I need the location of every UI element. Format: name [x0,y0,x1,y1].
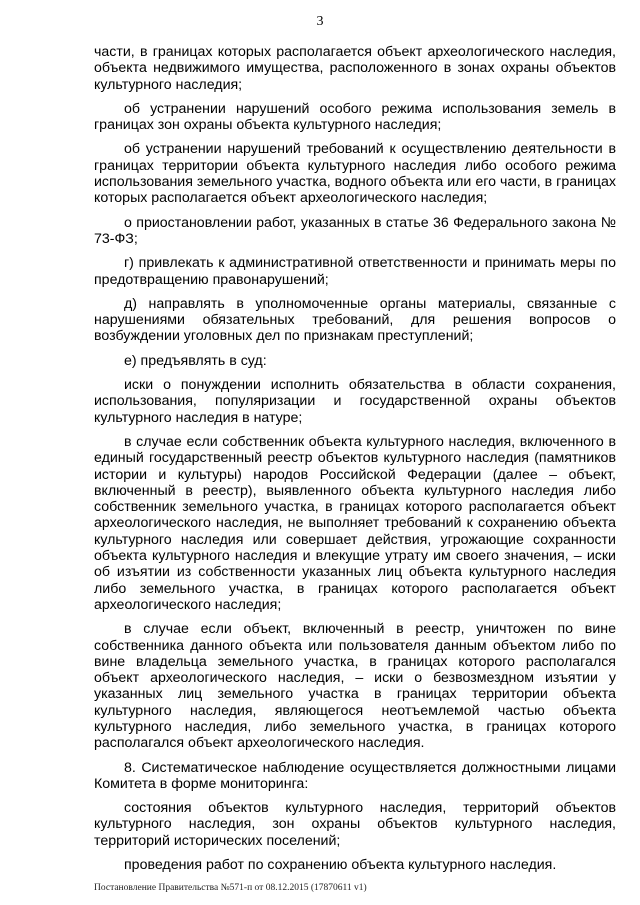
paragraph-section-8: 8. Систематическое наблюдение осуществляется должностными лицами Комитета в форме мониторинга: [94,759,616,792]
paragraph-seizure-claims: в случае если собственник объекта культурного наследия, включенного в единый государственный реестр объектов культурного наследия (памятников истории и культуры) народов Российской Федерации (далее – объект, включенный в реестр), выявленного объекта культурного наследия либо собственник земельного участка, в границах которого располагается объект археологического наследия, не выполняет требований к сохранению объекта культурного наследия или совершает действия, угрожающие сохранности объекта культурного наследия и влекущие утрату им своего значения, – иски об изъятии из собственности указанных лиц объекта культурного наследия либо земельного участка, в границах которого располагается объект археологического наследия; [94,433,616,613]
document-footer: Постановление Правительства №571-п от 08.12.2015 (17870611 v1) [94,883,367,893]
paragraph-work-suspension: о приостановлении работ, указанных в статье 36 Федерального закона № 73-ФЗ; [94,214,616,247]
document-body [94,44,616,881]
paragraph-item-g: г) привлекать к административной ответственности и принимать меры по предотвращению правонарушений; [94,255,616,288]
paragraph-monitoring-works: проведения работ по сохранению объекта культурного наследия. [124,857,557,874]
paragraph-free-seizure-claims: в случае если объект, включенный в реестр, уничтожен по вине собственника данного объекта или пользователя данным объектом либо по вине владельца земельного участка, в границах которого располагался объект археологического наследия, – иски о безвозмездном изъятии у указанных лиц земельного участка в границах территории объекта культурного наследия, являющегося неотъемлемой частью объекта культурного наследия, либо земельного участка, в границах которого располагался объект археологического наследия. [94,621,616,752]
paragraph-territory-violation: об устранении нарушений требований к осуществлению деятельности в границах территории объекта культурного наследия либо особого режима использования земельного участка, водного объекта или его части, в границах которых располагается объект археологического наследия; [94,141,616,207]
paragraph-obligation-claims: иски о понуждении исполнить обязательства в области сохранения, использования, популяризации и государственной охраны объектов культурного наследия в натуре; [94,377,616,426]
paragraph-item-d: д) направлять в уполномоченные органы материалы, связанные с нарушениями обязательных требований, для решения вопросов о возбуждении уголовных дел по признакам преступлений; [94,295,616,345]
paragraph-zones-violation: об устранении нарушений особого режима использования земель в границах зон охраны объекта культурного наследия; [94,100,616,134]
paragraph-item-e: е) предъявлять в суд: [124,352,267,369]
paragraph-monitoring-state: состояния объектов культурного наследия, территорий объектов культурного наследия, зон охраны объектов культурного наследия, территорий исторических поселений; [94,800,616,849]
paragraph-continuation: части, в границах которых располагается объект археологического наследия, объекта недвижимого имущества, расположенного в зонах охраны объектов культурного наследия; [94,44,616,93]
page-number: 3 [316,14,324,29]
